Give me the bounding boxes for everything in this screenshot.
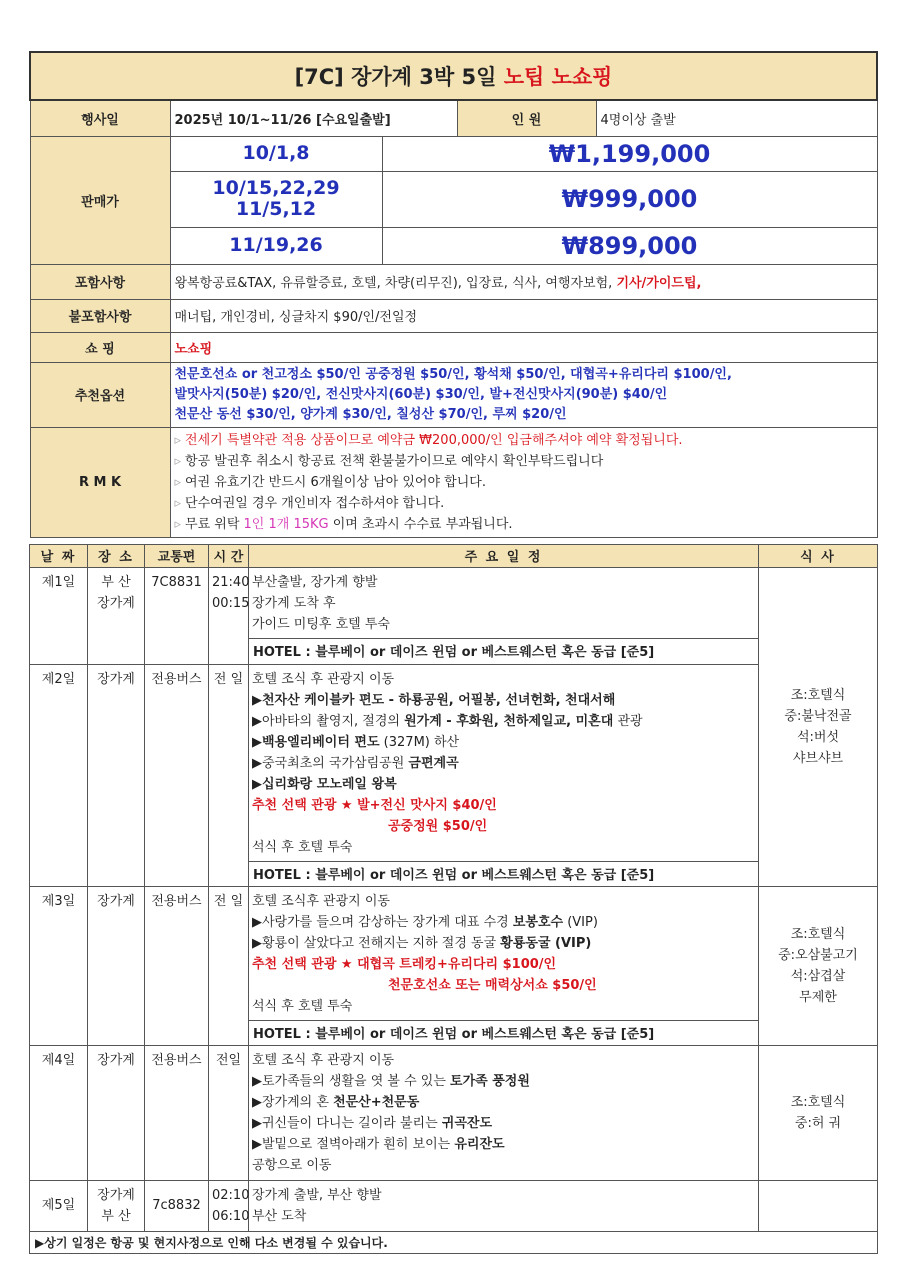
col-time: 시 간 (209, 544, 249, 567)
price-value: ₩899,000 (382, 227, 877, 264)
rmk-item: ▹ 여권 유효기간 반드시 6개월이상 남아 있어야 합니다. (174, 474, 486, 490)
schedule-table (29, 544, 878, 1232)
day-row: 제5일 장가계 부 산 7c8832 02:10 06:10 장가계 출발, 부산 향발 부산 도착 (30, 1180, 878, 1231)
rmk-item: ▹ 항공 발권후 취소시 항공료 전책 환불불가이므로 예약시 확인부탁드립니다 (174, 453, 604, 469)
col-place: 장 소 (88, 544, 145, 567)
option-line: 천문호선쇼 or 천고정소 $50/인 공중정원 $50/인, 황석채 $50/인, 대협곡+유리다리 $100/인, (174, 366, 732, 382)
col-transport: 교통편 (145, 544, 209, 567)
tour-document (29, 51, 878, 1254)
rmk-list (170, 427, 877, 537)
rmk-item: ▹ 전세기 특별약관 적용 상품이므로 예약금 ₩200,000/인 입금해주셔야 예약 확정됩니다. (174, 432, 683, 448)
page-title: [7C] 장가계 3박 5일 노팁 노쇼핑 (30, 52, 877, 100)
shopping-value: 노쇼핑 (170, 332, 877, 362)
footer-note: ▶상기 일정은 항공 및 현지사정으로 인해 다소 변경될 수 있습니다. (29, 1232, 878, 1254)
day-row: 제4일 장가계 전용버스 전일 호텔 조식 후 관광지 이동 ▶토가족들의 생활을 엿 볼 수 있는 토가족 풍정원 ▶장가계의 혼 천문산+천문동 ▶귀신들이 다니는 길이라 불리는 귀곡잔도 ▶발밑으로 절벽아래가 훤히 보이는 유리잔도 공항으로 이동 조:호텔식 중:허 궈 (30, 1045, 878, 1180)
rmk-item: ▹ 무료 위탁 1인 1개 15KG 이며 초과시 수수료 부과됩니다. (174, 516, 513, 532)
hotel-line: HOTEL : 블루베이 or 데이즈 윈덤 or 베스트웨스턴 혹은 동급 [준5] (249, 1020, 758, 1045)
info-table (29, 51, 878, 538)
price-value: ₩1,199,000 (382, 136, 877, 171)
people-label: 인 원 (457, 100, 596, 136)
option-line: 발맛사지(50분) $20/인, 전신맛사지(60분) $30/인, 발+전신맛사지(90분) $40/인 (174, 386, 668, 402)
rmk-label: R M K (30, 427, 170, 537)
shopping-label: 쇼 핑 (30, 332, 170, 362)
day-row: 제2일 장가계 전용버스 전 일 호텔 조식 후 관광지 이동 ▶천자산 케이블카 편도 - 하룡공원, 어필봉, 선녀헌화, 천대서해 ▶아바타의 촬영지, 절경의 원가계 - 후화원, 천하제일교, 미혼대 관광 ▶백용엘리베이터 편도 (327M) 하산 ▶중국최초의 국가삼림공원 금편계곡 ▶십리화랑 모노레일 왕복 추천 선택 관광 ★ 발+전신 맛사지 $40/인 공중정원 $50/인 석식 후 호텔 투숙 HOTEL : 블루베이 or 데이즈 윈덤 or 베스트웨스턴 혹은 동급 [준5] (30, 664, 878, 886)
day-row: 제1일 부 산 장가계 7C8831 21:40 00:15 부산출발, 장가계 향발 장가계 도착 후 가이드 미팅후 호텔 투숙 HOTEL : 블루베이 or 데이즈 윈덤 or 베스트웨스턴 혹은 동급 [준5] 조:호텔식 중:불낙전골 석:버섯 샤브샤브 (30, 567, 878, 664)
option-line: 천문산 동선 $30/인, 양가계 $30/인, 칠성산 $70/인, 루찌 $20/인 (174, 406, 567, 422)
date-value: 2025년 10/1~11/26 [수요일출발] (170, 100, 457, 136)
col-day: 날 짜 (30, 544, 88, 567)
options-list (170, 362, 877, 427)
price-dates: 11/19,26 (170, 227, 382, 264)
hotel-line: HOTEL : 블루베이 or 데이즈 윈덤 or 베스트웨스턴 혹은 동급 [준5] (249, 638, 758, 663)
price-dates: 10/1,8 (170, 136, 382, 171)
excluded-value: 매너팁, 개인경비, 싱글차지 $90/인/전일정 (170, 299, 877, 332)
price-label: 판매가 (30, 136, 170, 264)
price-value: ₩999,000 (382, 171, 877, 227)
price-dates: 10/15,22,29 11/5,12 (170, 171, 382, 227)
day-row: 제3일 장가계 전용버스 전 일 호텔 조식후 관광지 이동 ▶사랑가를 들으며 감상하는 장가계 대표 수경 보봉호수 (VIP) ▶황룡이 살았다고 전해지는 지하 절경 동굴 황룡동굴 (VIP) 추천 선택 관광 ★ 대협곡 트레킹+유리다리 $100/인 천문호선쇼 또는 매력상서쇼 $50/인 석식 후 호텔 투숙 HOTEL : 블루베이 or 데이즈 윈덤 or 베스트웨스턴 혹은 동급 [준5] 조:호텔식 중:오삼불고기 석:삼겹살 무제한 (30, 886, 878, 1045)
options-label: 추천옵션 (30, 362, 170, 427)
hotel-line: HOTEL : 블루베이 or 데이즈 윈덤 or 베스트웨스턴 혹은 동급 [준5] (249, 861, 758, 886)
meal-cell: 조:호텔식 중:오삼불고기 석:삼겹살 무제한 (759, 886, 878, 1045)
col-meal: 식 사 (759, 544, 878, 567)
rmk-item: ▹ 단수여권일 경우 개인비자 접수하셔야 합니다. (174, 495, 445, 511)
included-label: 포함사항 (30, 264, 170, 299)
col-itinerary: 주 요 일 정 (249, 544, 759, 567)
people-value: 4명이상 출발 (596, 100, 877, 136)
meal-cell: 조:호텔식 중:불낙전골 석:버섯 샤브샤브 (759, 567, 878, 886)
excluded-label: 불포함사항 (30, 299, 170, 332)
included-value: 왕복항공료&TAX, 유류할증료, 호텔, 차량(리무진), 입장료, 식사, 여행자보험, 기사/가이드팁, (170, 264, 877, 299)
date-label: 행사일 (30, 100, 170, 136)
meal-cell: 조:호텔식 중:허 궈 (759, 1045, 878, 1180)
